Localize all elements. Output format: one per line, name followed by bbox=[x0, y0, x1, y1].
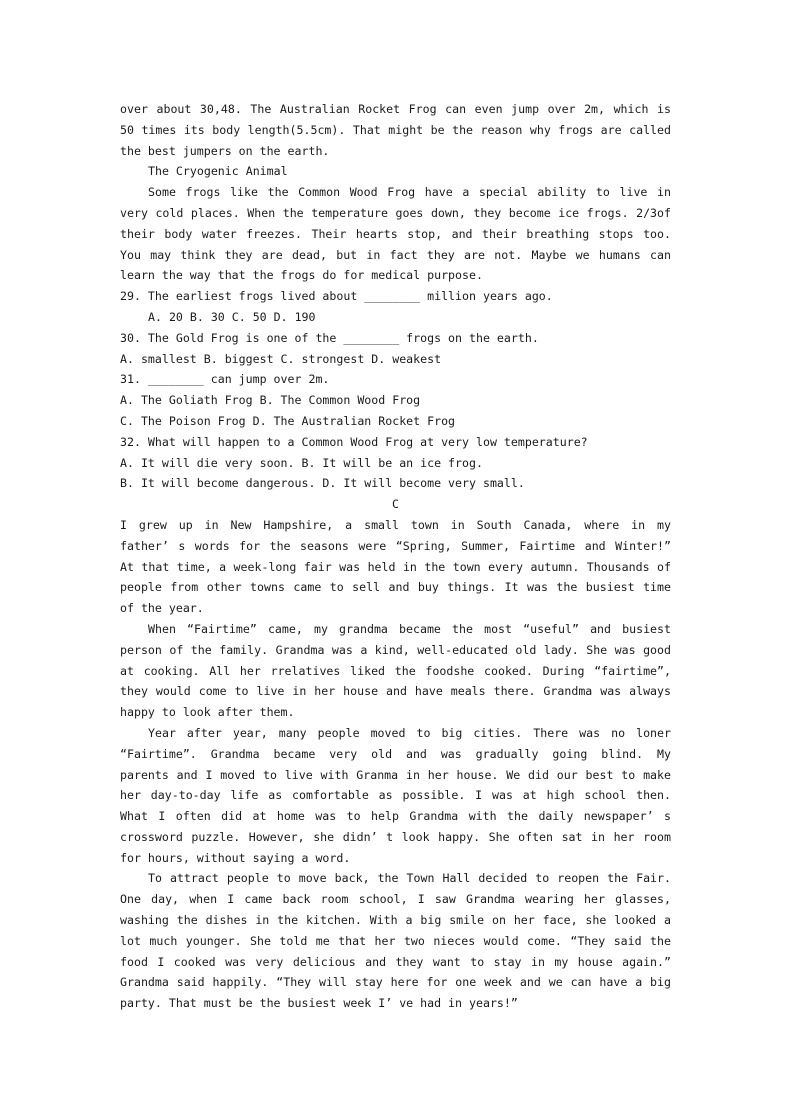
text-line: happy to look after them. bbox=[120, 705, 295, 720]
text-line: the best jumpers on the earth. bbox=[120, 143, 330, 158]
text-line: Grandma said happily. “They will stay here for one week and we can have a big bbox=[120, 975, 671, 990]
text-line: their body water freezes. Their hearts stop, and their breathing stops too. bbox=[120, 226, 671, 241]
text-line: food I cooked was very delicious and they want to stay in my house again.” bbox=[120, 954, 671, 969]
question-30-options: A. smallest B. biggest C. strongest D. weakest bbox=[120, 351, 442, 366]
text-line: You may think they are dead, but in fact they are not. Maybe we humans can bbox=[120, 247, 671, 262]
text-line: father’ s words for the seasons were “Spring, Summer, Fairtime and Winter!” bbox=[120, 538, 671, 553]
text-line: Year after year, many people moved to big cities. There was no loner bbox=[148, 725, 671, 740]
question-29-stem: 29. The earliest frogs lived about ________ million years ago. bbox=[120, 289, 553, 304]
text-line: they would come to live in her house and have meals there. Grandma was always bbox=[120, 684, 671, 699]
text-line: of the year. bbox=[120, 601, 204, 616]
text-line: person of the family. Grandma was a kind, well-educated old lady. She was good bbox=[120, 642, 671, 657]
text-line: learn the way that the frogs do for medical purpose. bbox=[120, 268, 483, 283]
text-line: parents and I moved to live with Granma in her house. We did our best to make bbox=[120, 767, 671, 782]
text-line: 50 times its body length(5.5cm). That might be the reason why frogs are called bbox=[120, 122, 671, 137]
document-page bbox=[120, 99, 671, 1014]
text-line: lot much younger. She told me that her two nieces would come. “They said the bbox=[120, 933, 671, 948]
text-line: her day-to-day life as comfortable as possible. I was at high school then. bbox=[120, 788, 671, 803]
question-31-stem: 31. ________ can jump over 2m. bbox=[120, 372, 330, 387]
text-line: crossword puzzle. However, she didn’ t look happy. She often sat in her room bbox=[120, 829, 671, 844]
passage-label: C bbox=[392, 497, 399, 512]
question-32-options: B. It will become dangerous. D. It will become very small. bbox=[120, 476, 525, 491]
question-31-options: C. The Poison Frog D. The Australian Rocket Frog bbox=[120, 413, 456, 428]
text-line: One day, when I came back room school, I saw Grandma wearing her glasses, bbox=[120, 892, 671, 907]
question-32-options: A. It will die very soon. B. It will be an ice frog. bbox=[120, 455, 483, 470]
section-heading: The Cryogenic Animal bbox=[148, 164, 288, 179]
text-line: washing the dishes in the kitchen. With a big smile on her face, she looked a bbox=[120, 913, 671, 928]
text-line: very cold places. When the temperature goes down, they become ice frogs. 2/3of bbox=[120, 205, 671, 220]
question-32-stem: 32. What will happen to a Common Wood Frog at very low temperature? bbox=[120, 434, 588, 449]
text-line: people from other towns came to sell and buy things. It was the busiest time bbox=[120, 580, 671, 595]
text-line: I grew up in New Hampshire, a small town in South Canada, where in my bbox=[120, 517, 671, 532]
question-29-options: A. 20 B. 30 C. 50 D. 190 bbox=[148, 309, 316, 324]
question-30-stem: 30. The Gold Frog is one of the ________ frogs on the earth. bbox=[120, 330, 539, 345]
text-line: at cooking. All her rrelatives liked the foodshe cooked. During “fairtime”, bbox=[120, 663, 671, 678]
text-line: for hours, without saying a word. bbox=[120, 850, 351, 865]
text-line: “Fairtime”. Grandma became very old and was gradually going blind. My bbox=[120, 746, 671, 761]
text-line: over about 30,48. The Australian Rocket Frog can even jump over 2m, which is bbox=[120, 102, 671, 116]
text-line: When “Fairtime” came, my grandma became the most “useful” and busiest bbox=[148, 621, 671, 636]
text-line: party. That must be the busiest week I’ ve had in years!” bbox=[120, 996, 518, 1011]
text-line: What I often did at home was to help Grandma with the daily newspaper’ s bbox=[120, 809, 671, 824]
question-31-options: A. The Goliath Frog B. The Common Wood Frog bbox=[120, 393, 421, 408]
text-line: At that time, a week-long fair was held in the town every autumn. Thousands of bbox=[120, 559, 671, 574]
text-line: To attract people to move back, the Town Hall decided to reopen the Fair. bbox=[148, 871, 671, 886]
text-line: Some frogs like the Common Wood Frog have a special ability to live in bbox=[148, 185, 671, 200]
